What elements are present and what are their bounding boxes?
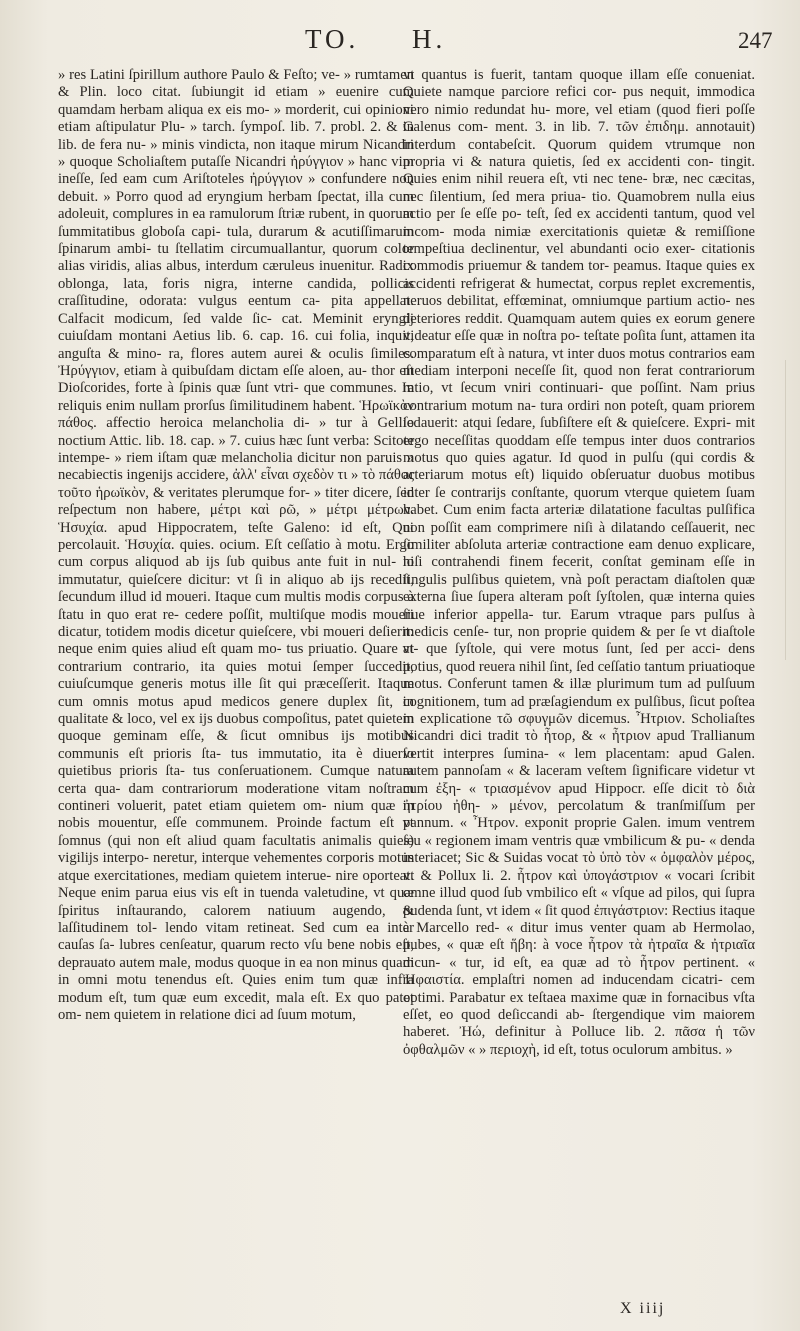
header-left: TO. [305,24,360,54]
left-column [58,67,414,1024]
page-edge-shadow [785,360,796,660]
page-number: 247 [738,28,773,53]
right-column-text: vt quantus is fuerit, tantam quoque illam eſſe conueniat. Quiete namque parciore refici cor- pus nequit, immodica vero nimio redundat hu- more, vel etiam (quod fieri poſſe Galenus com- ment. 3. in lib. 7. τῶν ἐπιδημ. annotauit) interdum contabeſcit. Quorum quidem vtrumque non propria vi & natura quietis, ſed ex accidenti con- tingit. Quies enim nihil reuera eſt, vti nec tene- bræ, nec cæcitas, nec ſilentium, ſed mera priua- tio. Quamobrem nulla eius actio per ſe eſſe po- teſt, ſed ex accidenti tantum, quod vel incom- moda nimiæ exercitationis quietæ & remiſſione tempeſtiua declinentur, vel abundanti ocio exer- citationis commodis priuemur & tandem tor- peamus. Itaque quies ex accidenti refrigerat & humectat, corpus replet excrementis, neruos debilitat, effœminat, omniumque partium actio- nes deteriores reddit. Quamquam autem quies ex eorum genere videatur eſſe quæ in noſtra po- teſtate poſita ſunt, attamen ita comparatum eſt à natura, vt inter duos motus contrarios eam mediam interponi neceſſe ſit, quod non ferat contrariorum ratio, vt ſecum vniri continuari- que poſſint. Nam prius contrarium motum na- tura ordiri non poteſt, quam priorem ſedauerit: atqui ſedare, ſubſiſtere eſt & quieſcere. Expri- mit ergo neceſſitas quoddam eſſe tempus inter duos contrarios motus quo quies agatur. Id quod in pulſu (qui cordis & arteriarum motus eſt) liquido obſeruatur duobus motibus inter ſe contrarijs conſtante, quorum vterque quietem ſuam habet. Cum enim facta arteriæ dilatatione facultas pulſifica non poſſit eam comprimere niſi à dilatando ceſſauerit, nec ſimiliter abſoluta arteriæ contractione eam denuo explicare, niſi contrahendi finem fecerit, conſtat geminam eſſe in ſingulis pulſibus quietem, vnà poſt peractam diaſtolen quæ externa ſiue ſupera alteram poſt ſyſtolen, quæ interna quies ſiue inferior appella- tur. Earum vtraque pars pulſus à medicis cenſe- tur, non proprie quidem & per ſe vt diaſtole at- que ſyſtole, qui vere motus ſunt, ſed per acci- dens potius, quod reuera nihil ſint, ſed ceſſatio tantum priuatioque motus. Conferunt tamen & illæ plurimum tum ad pulſuum cognitionem, tum ad præſagiendum ex pulſibus, ſicut poſtea in explicatione τῶ σφυγμῶν dicemus. Ἦτριον. Scholiaſtes Nicandri dici tradit τὸ ἦτορ, & « ἦτριον apud Trallianum vertit interpres ſumina- « lem placentam: apud Galen. autem pannoſam « & laceram veſtem ſignificare videtur vt cum ἐξη- « τριασμένον apud Hippocr. eſſe dicit τὸ διὰ ἠτρίου ἠθη- » μένον, percolatum & tranſmiſſum per pannum. « Ἦτρον. exponit proprie Galen. imum ventrem ſeu « regionem imam ventris quæ vmbilicum & pu- « denda interiacet; Sic & Suidas vocat τὸ ὑπὸ τὸν « ὀμφαλὸν μέρος, vt & Pollux li. 2. ἦτρον καὶ ὑπογάστριον « vocari ſcribit omne illud quod ſub vmbilico eſt « vſque ad pilos, qui ſupra pudenda ſunt, vt idem « ſit quod ἐπιγάστριον: Rectius itaque à Marcello red- « ditur imus venter quam ab Hermolao, pubes, « quæ eſt ἥβη: à voce ἦτρον τὰ ἠτραῖα & ἠτριαῖα dicun- « tur, id eſt, ea quæ ad τὸ ἦτρον pertinent. « Ἠφαιστία. emplaſtri nomen ad inducendam cicatri- cem optimi. Parabatur ex teſtaea maxime quæ in fornacibus vſta eſſet, eo quod deſiccandi ab- ſtergendique vim maiorem haberet. Ἠώ, definitur à Polluce lib. 2. πᾶσα ἡ τῶν ὀφθαλμῶν « » περιοχὴ, id eſt, totus oculorum ambitus. » [403,67,755,1058]
left-column-text: » res Latini ſpirillum authore Paulo & Feſto; ve- » rumtamen & Plin. loco citat. ſubiungit id etiam » euenire cum quamdam herbam aliqua ex eis mo- » morderit, cui opinioni etiam aſtipulatur Plu- » tarch. ſympoſ. lib. 7. probl. 2. & in lib. de fera nu- » minis vindicta, non itaque mirum Nicandri » quoque Scholiaſtem putaſſe Nicandri ἠρύγγιον » hanc vim ineſſe, ſed eam cum Ariſtoteles ἠρύγγιον » confundere non debuit. » Porro quod ad eryngium herbam ſpectat, illa cum adoleuit, complures in ea ramulorum ſtriæ rubent, in quorum ſummitatibus globoſa capi- tula, durarum & acutiſſimarum ſpinarum ambi- tu ſtellatim circumuallantur, quorum color alias viridis, alias albus, interdum cæruleus inuenitur. Radix oblonga, lata, foris nigra, interne candida, pollicis craſſitudine, odorata: vulgus eentum ca- pita appellat. Calfacit modicum, ſed valde ſic- cat. Meminit eryngij cuiuſdam montani Aetius lib. 6. cap. 16. cui folia, inquit, anguſta & mino- ra, flores autem aurei & oculis ſimiles. Ἠρύγγιον, etiam à quibuſdam dictam eſſe aloen, au- thor eſt Dioſcorides, forte à ſpinis quæ ſunt vtri- que communes. In reliquis enim nullam prorſus ſimilitudinem habent. Ἡρωϊκὸν πάθος. affectio heroica melancholia di- » tur à Gellio noctium Attic. lib. 18. cap. » 7. cuius hæc ſunt verba: Scitote intempe- » riem iſtam quæ melancholia dicitur non paruis » necabiectis ingenijs accidere, ἀλλ' εἶναι σχεδὸν τι » τὸ πάθος τοῦτο ἡρωϊκὸν, & veritates plerumque for- » titer dicere, ſed reſpectum non habere, μέτρι καὶ ρῶ, » μέτρι μέτρων. Ἡσυχία. apud Hippocratem, teſte Galeno: id eſt, Qui percolauit. Ἡσυχία. quies. ocium. Eſt ceſſatio à motu. Ergo cum corpus aliquod ab ijs ſub quibus ante fuit in nul- lo immutatur, quieſcere dicitur: vt ſi in aliquo ab ijs recedit, ſecundum illud id moueri. Itaque cum multis modis corpus à ſtatu in quo erat re- cedere poſſit, multiſque modis moueri dicatur, totidem modis dicetur quieſcere, vbi moueri deſierit: neque enim quies aliud eſt quam mo- tus priuatio. Quare vt contrarium contrario, ita quies motui ſemper ſuccedit, cuiuſcumque generis motus ille ſit qui præceſſerit. Itaque cum omnis motus apud medicos genere duplex ſit, in qualitate & loco, vel ex ijs duobus compoſitus, patet quietem quoque geminam eſſe, & ſicut omnibus ijs motibus communis eſt prioris ſta- tus immutatio, ita è diuerſo quietibus prioris ſta- tus conſeruationem. Cumque natura certa qua- dam contrariorum moderatione vitam noſtram contineri voluerit, patet etiam quietem om- nium quæ in nobis mouentur, eſſe communem. Proinde factum eſt vt ſomnus (qui non eſt aliud quam facultatis animalis quies) vigilijs interpo- neretur, interque vehementes corporis motus atque exercitationes, mediam quietem interue- nire oporteat. Neque enim parua eius vis eſt in tuenda valetudine, vt quæ ſpiritus inſtaurando, calorem natiuum augendo, & laſſitudinem tol- lendo vitam retineat. Sed cum ea inter cauſas ſa- lubres cenſeatur, quarum recto vſu bene nobis eſt, deprauato autem male, modus quoque in ea non minus quam in omni motu tenendus eſt. Quies enim tum quæ infra modum eſt, tum quæ eum excedit, mala eſt. Ex quo patet om- nem quietem in relatione dici ad ſuum motum, [58,67,414,1023]
signature-mark: X iiij [620,1300,666,1317]
header-right: H. [412,24,447,54]
right-column [403,67,755,1059]
running-header [0,12,800,52]
